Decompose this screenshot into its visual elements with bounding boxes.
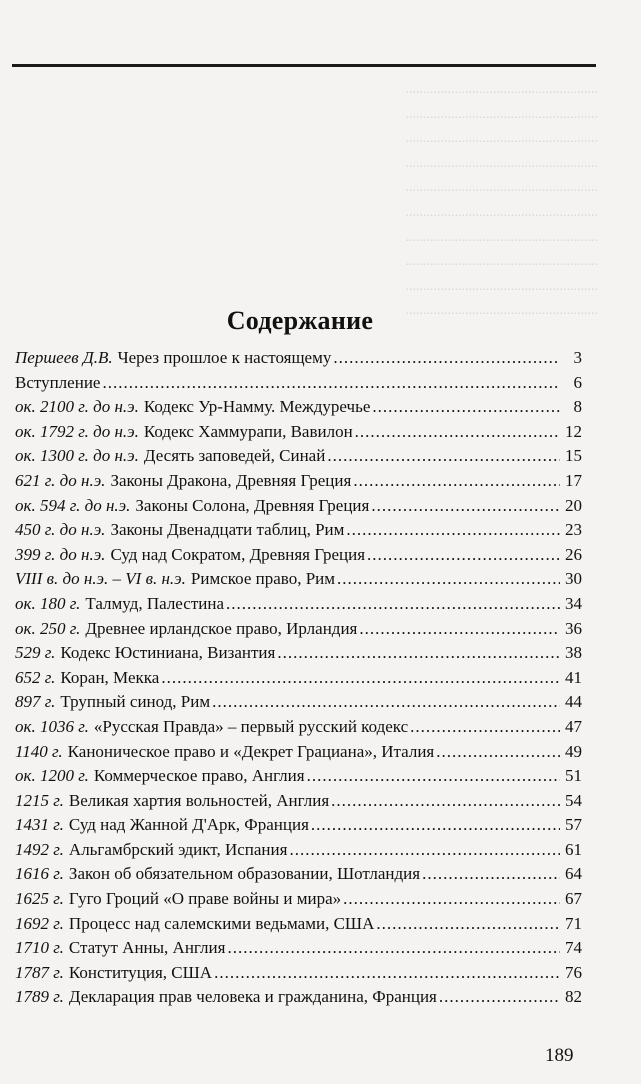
toc-entry-page: 26 — [565, 544, 582, 564]
toc-entry — [15, 889, 582, 914]
toc-dot-leader — [343, 889, 560, 909]
toc-entry-date: ок. 594 г. до н.э. — [15, 495, 131, 515]
toc-entry-page: 38 — [565, 643, 582, 663]
toc-entry-date: 1787 г. — [15, 962, 64, 982]
toc-entry-date: Першеев Д.В. — [15, 348, 113, 367]
toc-entry-page: 44 — [565, 692, 582, 712]
toc-entry-title: Декларация прав человека и гражданина, Франция — [68, 987, 437, 1007]
toc-entry — [15, 348, 582, 373]
toc-entry-date: 1789 г. — [15, 987, 64, 1007]
toc-entry — [15, 446, 582, 471]
toc-entry — [15, 373, 582, 398]
toc-entry-date: ок. 1792 г. до н.э. — [15, 421, 139, 441]
toc-dot-leader — [353, 471, 560, 491]
toc-dot-leader — [331, 791, 560, 811]
toc-entry-title: Альгамбрский эдикт, Испания — [68, 839, 288, 859]
toc-dot-leader — [212, 692, 560, 712]
toc-entry-date: 450 г. до н.э. — [15, 520, 106, 540]
toc-dot-leader — [226, 594, 560, 614]
toc-entry-date: 529 г. — [15, 643, 56, 663]
toc-entry-title: Законы Двенадцати таблиц, Рим — [110, 520, 345, 540]
toc-entry-page: 3 — [573, 348, 582, 367]
toc-entry-page: 17 — [565, 470, 582, 490]
toc-entry-page: 34 — [565, 593, 582, 613]
toc-entry — [15, 840, 582, 865]
toc-entry-date: ок. 1300 г. до н.э. — [15, 446, 139, 466]
toc-entry-page: 54 — [565, 790, 582, 810]
toc-dot-leader — [372, 397, 560, 417]
toc-dot-leader — [371, 496, 560, 516]
toc-entry — [15, 742, 582, 767]
toc-dot-leader — [439, 987, 560, 1007]
toc-entry-page: 12 — [565, 421, 582, 441]
toc-entry-date: 399 г. до н.э. — [15, 544, 106, 564]
toc-entry-title: Суд над Сократом, Древняя Греция — [110, 544, 366, 564]
toc-dot-leader — [102, 373, 560, 393]
toc-entry-title: Римское право, Рим — [190, 569, 336, 589]
toc-entry — [15, 619, 582, 644]
toc-entry-title: Статут Анны, Англия — [68, 938, 226, 958]
toc-entry-date: 1692 г. — [15, 913, 64, 933]
toc-dot-leader — [161, 668, 560, 688]
toc-entry-title: Закон об обязательном образовании, Шотландия — [68, 864, 421, 884]
toc-entry — [15, 963, 582, 988]
bleed-through-text: ....................................................... ....................................................... ....................................................... ....................................................... ....................................................... ....................................................... ....................................................... ....................................................... ....................................................... ....................................................... — [405, 82, 598, 319]
toc-entry — [15, 717, 582, 742]
toc-entry-page: 51 — [565, 766, 582, 786]
toc-entry-page: 82 — [565, 987, 582, 1007]
toc-dot-leader — [227, 938, 560, 958]
toc-entry-page: 15 — [565, 446, 582, 466]
toc-entry-title: Вступление — [15, 372, 101, 392]
toc-dot-leader — [367, 545, 560, 565]
toc-entry-title: Процесс над салемскими ведьмами, США — [68, 913, 375, 933]
toc-entry-date: 1140 г. — [15, 741, 63, 761]
toc-entry-title: Талмуд, Палестина — [85, 593, 224, 613]
toc-entry-title: Конституция, США — [68, 962, 213, 982]
toc-entry-page: 30 — [565, 569, 582, 589]
toc-entry-title: Кодекс Юстиниана, Византия — [60, 643, 276, 663]
toc-entry — [15, 815, 582, 840]
table-of-contents — [15, 348, 582, 1012]
toc-dot-leader — [214, 963, 560, 983]
toc-entry-date: 1215 г. — [15, 790, 64, 810]
toc-dot-leader — [359, 619, 560, 639]
toc-entry-page: 71 — [565, 913, 582, 933]
page-title: Содержание — [226, 306, 374, 335]
toc-dot-leader — [355, 422, 560, 442]
toc-entry-date: ок. 1036 г. — [15, 716, 89, 736]
toc-dot-leader — [307, 766, 560, 786]
toc-dot-leader — [410, 717, 560, 737]
toc-entry-title: Каноническое право и «Декрет Грациана», Италия — [67, 741, 435, 761]
toc-dot-leader — [346, 520, 560, 540]
toc-entry-date: 652 г. — [15, 667, 56, 687]
toc-entry-page: 6 — [573, 372, 582, 392]
toc-entry-title: Законы Дракона, Древняя Греция — [110, 470, 352, 490]
toc-entry — [15, 766, 582, 791]
toc-dot-leader — [337, 569, 560, 589]
toc-entry — [15, 668, 582, 693]
toc-entry-title: Кодекс Хаммурапи, Вавилон — [143, 421, 353, 441]
toc-entry-title: Великая хартия вольностей, Англия — [68, 790, 330, 810]
toc-entry — [15, 938, 582, 963]
toc-entry-date: 1492 г. — [15, 839, 64, 859]
toc-entry-page: 67 — [565, 889, 582, 909]
toc-dot-leader — [289, 840, 560, 860]
toc-entry-page: 47 — [565, 716, 582, 736]
toc-entry-title: Коммерческое право, Англия — [93, 766, 305, 786]
toc-entry-title: Суд над Жанной Д'Арк, Франция — [68, 815, 309, 835]
toc-entry-date: ок. 1200 г. — [15, 766, 89, 786]
toc-dot-leader — [376, 914, 560, 934]
toc-entry-date: 1710 г. — [15, 938, 64, 958]
toc-entry-page: 41 — [565, 667, 582, 687]
toc-entry-date: ок. 2100 г. до н.э. — [15, 397, 139, 417]
toc-entry — [15, 471, 582, 496]
toc-entry — [15, 643, 582, 668]
toc-entry-title: Через прошлое к настоящему — [117, 348, 332, 367]
toc-dot-leader — [333, 348, 560, 368]
toc-entry-title: Законы Солона, Древняя Греция — [135, 495, 370, 515]
toc-entry-title: Трупный синод, Рим — [60, 692, 211, 712]
toc-entry-page: 76 — [565, 962, 582, 982]
toc-entry-title: Коран, Мекка — [60, 667, 160, 687]
page-number: 189 — [545, 1045, 574, 1066]
toc-entry — [15, 545, 582, 570]
toc-entry — [15, 569, 582, 594]
toc-entry-date: 1616 г. — [15, 864, 64, 884]
toc-entry — [15, 520, 582, 545]
toc-entry-page: 36 — [565, 618, 582, 638]
toc-dot-leader — [422, 864, 560, 884]
toc-entry-title: Кодекс Ур-Намму. Междуречье — [143, 397, 371, 417]
toc-entry — [15, 422, 582, 447]
toc-entry-date: 897 г. — [15, 692, 56, 712]
toc-entry — [15, 987, 582, 1012]
toc-entry — [15, 397, 582, 422]
toc-entry-page: 23 — [565, 520, 582, 540]
toc-entry — [15, 914, 582, 939]
toc-entry-page: 61 — [565, 839, 582, 859]
toc-entry-date: ок. 250 г. — [15, 618, 81, 638]
toc-entry-page: 74 — [565, 938, 582, 958]
toc-entry-page: 20 — [565, 495, 582, 515]
toc-entry-page: 57 — [565, 815, 582, 835]
toc-entry-title: «Русская Правда» – первый русский кодекс — [93, 716, 409, 736]
toc-entry — [15, 864, 582, 889]
header-rule — [12, 64, 596, 67]
toc-dot-leader — [277, 643, 560, 663]
toc-dot-leader — [436, 742, 560, 762]
toc-entry-title: Древнее ирландское право, Ирландия — [85, 618, 358, 638]
toc-entry-page: 8 — [573, 397, 582, 417]
toc-entry-date: 1431 г. — [15, 815, 64, 835]
toc-entry-date: 621 г. до н.э. — [15, 470, 106, 490]
toc-dot-leader — [327, 446, 560, 466]
toc-entry — [15, 496, 582, 521]
toc-entry-page: 49 — [565, 741, 582, 761]
toc-entry — [15, 791, 582, 816]
toc-entry — [15, 594, 582, 619]
toc-entry-title: Гуго Гроций «О праве войны и мира» — [68, 889, 342, 909]
toc-entry-page: 64 — [565, 864, 582, 884]
toc-entry — [15, 692, 582, 717]
toc-entry-title: Десять заповедей, Синай — [143, 446, 326, 466]
toc-entry-date: 1625 г. — [15, 889, 64, 909]
toc-entry-date: VIII в. до н.э. – VI в. н.э. — [15, 569, 186, 589]
toc-entry-date: ок. 180 г. — [15, 593, 81, 613]
toc-dot-leader — [311, 815, 560, 835]
